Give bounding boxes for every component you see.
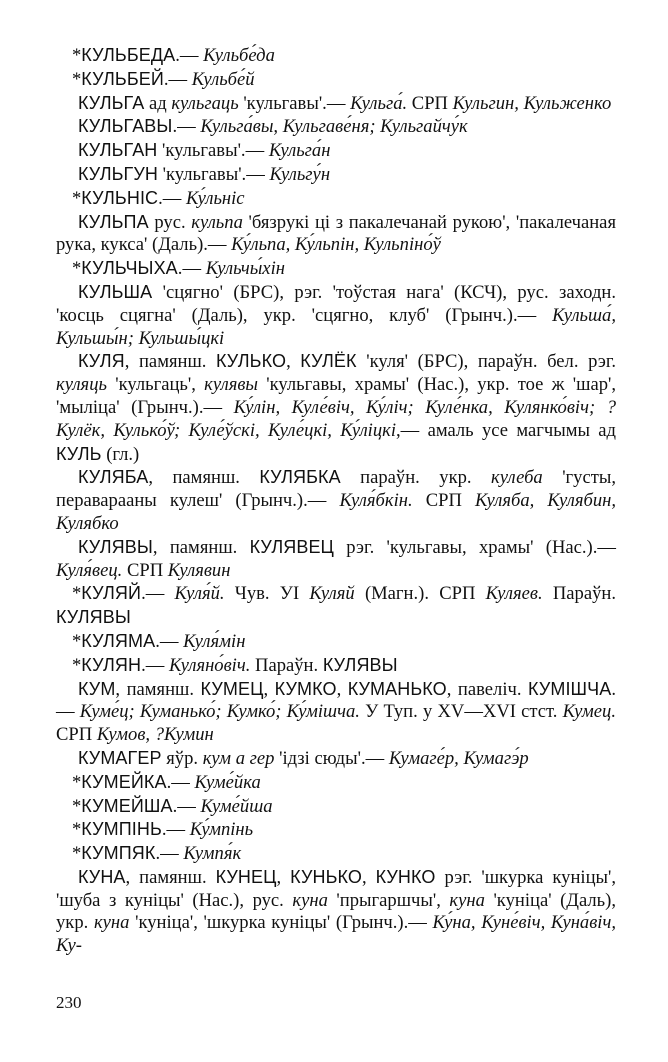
italic-form: Кулявин	[167, 559, 231, 581]
asterisk-mark: *	[72, 187, 82, 209]
dictionary-entry	[56, 92, 616, 116]
entry-text: ,	[286, 351, 301, 373]
dictionary-entry	[56, 44, 616, 68]
headword: КУМЕЦ	[200, 678, 264, 699]
headword: КУЛЯЙ	[81, 583, 142, 604]
italic-form: кульгаць	[171, 92, 239, 114]
entry-text: , памянш.	[152, 536, 250, 558]
entry-text: СРП	[56, 724, 97, 746]
dictionary-entry	[56, 771, 616, 795]
italic-form: Кумец.	[562, 701, 616, 723]
italic-form: куна	[93, 912, 130, 934]
entry-text: .—	[155, 843, 184, 865]
entry-text: 'прыгаршчы',	[327, 889, 450, 911]
entry-text: , памянш.	[125, 866, 216, 888]
entry-text: (Магн.). СРП	[354, 583, 486, 605]
italic-form: Куме́ц; Куманько́; Кумко́; Ку́мішча.	[79, 701, 360, 723]
dictionary-entry	[56, 866, 616, 958]
entry-text: ,	[276, 866, 291, 888]
entry-text: Чув. УІ	[224, 583, 310, 605]
italic-form: Куляба, Кулябин, Кулябко	[56, 490, 617, 534]
italic-form: Ку́лін, Куле́віч, Ку́ліч; Куле́нка, Кулянко́віч; ?Кулёк, Кулько́ў; Куле́ўскі, Куле́цкі, Ку́ліцкі	[56, 396, 616, 441]
headword: КУНЬКО	[290, 866, 362, 887]
entry-text: рэг. 'шкурка куніцы', 'шуба з куніцы' (Нас.), рус.	[56, 866, 617, 911]
asterisk-mark: *	[72, 654, 82, 676]
entry-text: ,	[361, 866, 376, 888]
italic-form: Ку́льпа, Ку́льпін, Кульпіно́ў	[231, 234, 441, 256]
italic-form: куна	[449, 889, 485, 911]
headword: КУНЕЦ	[215, 866, 277, 887]
headword: КУНА	[78, 866, 126, 887]
headword: КУЛЯВЫ	[56, 607, 131, 628]
italic-form: Кульга́.	[350, 92, 408, 114]
asterisk-mark: *	[72, 583, 82, 605]
entry-text: (гл.)	[101, 443, 140, 465]
headword: КУМАНЬКО	[347, 678, 447, 699]
entry-text: 'кульгавы'.—	[158, 163, 270, 185]
headword: КУЛЯБА	[78, 467, 149, 488]
headword: КУЛЯВЫ	[322, 654, 398, 675]
italic-form: Кульбе́да	[203, 45, 275, 66]
entry-text: .—	[172, 795, 201, 817]
entry-text: СРП	[122, 559, 168, 581]
headword: КУМІШЧА	[528, 678, 612, 699]
italic-form: Кульгу́н	[269, 163, 331, 185]
asterisk-mark: *	[72, 843, 82, 865]
italic-form: Кумпя́к	[183, 843, 242, 865]
entry-text: .—	[163, 68, 192, 90]
italic-form: Куляев.	[485, 583, 543, 605]
entry-text: .—	[158, 187, 187, 209]
entry-text: , павеліч.	[446, 678, 529, 700]
dictionary-entry	[56, 747, 616, 771]
entry-text: .—	[172, 116, 201, 138]
asterisk-mark: *	[72, 771, 82, 793]
headword: КУМАГЕР	[78, 747, 162, 768]
entry-text: Параўн.	[542, 583, 616, 605]
entry-text: 'бязрукі ці з пакалечанай рукою', 'пакалечаная рука, кукса' (Даль).—	[56, 211, 616, 256]
italic-form: кулявы	[204, 374, 259, 396]
dictionary-entry	[56, 350, 616, 466]
headword: КУМКО	[274, 678, 337, 699]
entry-text: 'кульгавы'.—	[238, 92, 351, 114]
italic-form: куна	[292, 889, 328, 911]
asterisk-mark: *	[72, 819, 82, 841]
entry-text: У Туп. у XV—XVI стст.	[359, 701, 563, 723]
headword: КУЛЯВЫ	[78, 536, 153, 557]
headword: КУНКО	[375, 866, 436, 887]
headword: КУЛЬГУН	[78, 163, 159, 184]
entry-text: яўр.	[161, 747, 203, 769]
headword: КУЛЯБКА	[259, 467, 341, 488]
entry-text: ,— амаль усе магчымы ад	[396, 419, 616, 441]
entry-text: 'густы, пераварааны кулеш' (Грынч.).—	[56, 467, 616, 512]
headword: КУМЕЙША	[81, 795, 173, 816]
entry-text: , памянш.	[148, 467, 260, 489]
entry-text: СРП	[412, 490, 475, 512]
entry-text: , памянш.	[124, 351, 217, 373]
dictionary-entry	[56, 654, 616, 678]
entry-text: .—	[155, 630, 184, 652]
dictionary-entry	[56, 281, 616, 350]
dictionary-entry	[56, 795, 616, 819]
italic-form: Куля́бкін.	[339, 490, 413, 512]
headword: КУЛЯМА	[81, 630, 156, 651]
entry-text: параўн. укр.	[340, 467, 492, 489]
headword: КУМПІНЬ	[81, 819, 162, 840]
asterisk-mark: *	[72, 258, 82, 280]
dictionary-entry	[56, 630, 616, 654]
italic-form: Куме́йка	[194, 771, 261, 793]
dictionary-entry	[56, 163, 616, 187]
dictionary-entry	[56, 257, 616, 281]
italic-form: Кумаге́р, Кумагэ́р	[388, 747, 529, 769]
italic-form: Кульга́н	[268, 140, 331, 162]
italic-form: Кульчы́хін	[205, 258, 285, 280]
entry-text: .—	[141, 583, 175, 605]
dictionary-entry	[56, 678, 616, 747]
italic-form: Куля́й.	[174, 583, 225, 605]
dictionary-entry	[56, 187, 616, 211]
headword: КУЛЬБЕДА	[81, 45, 176, 65]
headword: КУЛЬЧЫХА	[81, 258, 178, 279]
headword: КУМЕЙКА	[81, 771, 167, 792]
italic-form: Куля́вец.	[56, 559, 123, 581]
italic-form: Куляно́віч.	[169, 654, 251, 676]
headword: КУЛЬГАН	[78, 140, 158, 161]
dictionary-entry	[56, 582, 616, 630]
dictionary-entry	[56, 68, 616, 92]
entry-text: ,	[263, 678, 275, 700]
entry-text: 'куніца' (Даль), укр.	[56, 889, 616, 934]
headword: КУЛЬША	[78, 281, 153, 302]
dictionary-entry	[56, 139, 616, 163]
headword: КУЛЯ	[78, 351, 125, 372]
headword: КУЛЁК	[300, 351, 357, 372]
page-number: 230	[56, 993, 82, 1012]
italic-form: кульпа	[191, 211, 243, 233]
italic-form: Куме́йша	[200, 795, 273, 817]
headword: КУЛЬПА	[78, 211, 149, 232]
asterisk-mark: *	[72, 630, 82, 652]
entry-text: 'куля' (БРС), параўн. бел. рэг.	[356, 351, 616, 373]
headword: КУЛЬКО	[216, 351, 287, 372]
asterisk-mark: *	[72, 45, 82, 66]
entry-text: 'куніца', 'шкурка куніцы' (Грынч.).—	[129, 912, 433, 934]
italic-form: Кумов, ?Кумин	[96, 724, 214, 746]
headword: КУМПЯК	[81, 843, 156, 864]
headword: КУЛЬГАВЫ	[78, 116, 173, 137]
italic-form: куляць	[56, 374, 107, 396]
entry-text: .—	[141, 654, 170, 676]
italic-form: Ку́мпінь	[189, 819, 254, 841]
entry-text: рэг. 'кульгавы, храмы' (Нас.).—	[333, 536, 616, 558]
asterisk-mark: *	[72, 795, 82, 817]
italic-form: Кульгин, Кульженко	[452, 92, 612, 114]
dictionary-entry	[56, 466, 616, 535]
entry-text: ад	[144, 92, 172, 114]
entry-text: рус.	[148, 211, 192, 233]
entry-text: СРП	[407, 92, 453, 114]
italic-form: Куляй	[309, 583, 355, 605]
italic-form: кум а гер	[202, 747, 275, 769]
dictionary-entry	[56, 211, 616, 258]
entry-text: .—	[161, 819, 190, 841]
entry-text: .—	[166, 771, 195, 793]
headword: КУЛЯВЕЦ	[249, 536, 334, 557]
italic-form: Кульша́, Кульшы́н; Кульшы́цкі	[56, 304, 616, 349]
entry-text: ,	[336, 678, 348, 700]
headword: КУЛЬБЕЙ	[81, 68, 164, 89]
entry-text: 'сцягно' (БРС), рэг. 'тоўстая нага' (КСЧ), рус. заходн. 'косць сцягна' (Даль), укр. 'сцягно, клуб' (Грынч.).—	[56, 281, 616, 326]
entry-text: , памянш.	[115, 678, 201, 700]
entry-text: .—	[175, 45, 204, 66]
entry-text: 'кульгавы'.—	[157, 140, 269, 162]
dictionary-entry	[56, 536, 616, 583]
dictionary-entry	[56, 115, 616, 139]
italic-form: Ку́льніс	[186, 187, 245, 209]
headword: КУЛЬГА	[78, 92, 145, 113]
asterisk-mark: *	[72, 68, 82, 90]
entry-text: 'кульгаць',	[106, 374, 205, 396]
headword: КУЛЬНІС	[81, 187, 159, 208]
italic-form: Кульбе́й	[191, 68, 255, 90]
dictionary-page	[56, 44, 616, 958]
italic-form: Куля́мін	[183, 630, 246, 652]
entry-text: 'ідзі сюды'.—	[274, 747, 389, 769]
italic-form: Кульга́вы, Кульгаве́ня; Кульгайчу́к	[200, 116, 468, 138]
dictionary-entry	[56, 842, 616, 866]
entry-text: Параўн.	[250, 654, 323, 676]
headword: КУЛЯН	[81, 654, 142, 675]
headword: КУЛЬ	[56, 443, 102, 464]
entry-text: .—	[177, 258, 206, 280]
entry-text: .—	[56, 678, 617, 723]
italic-form: Ку́на, Куне́віч, Куна́віч, Ку-	[56, 912, 616, 957]
headword: КУМ	[78, 678, 116, 699]
dictionary-entry	[56, 818, 616, 842]
entry-text: 'кульгавы, храмы' (Нас.), укр. тое ж 'шар', 'мыліца' (Грынч.).—	[56, 374, 616, 418]
italic-form: кулеба	[491, 467, 543, 489]
